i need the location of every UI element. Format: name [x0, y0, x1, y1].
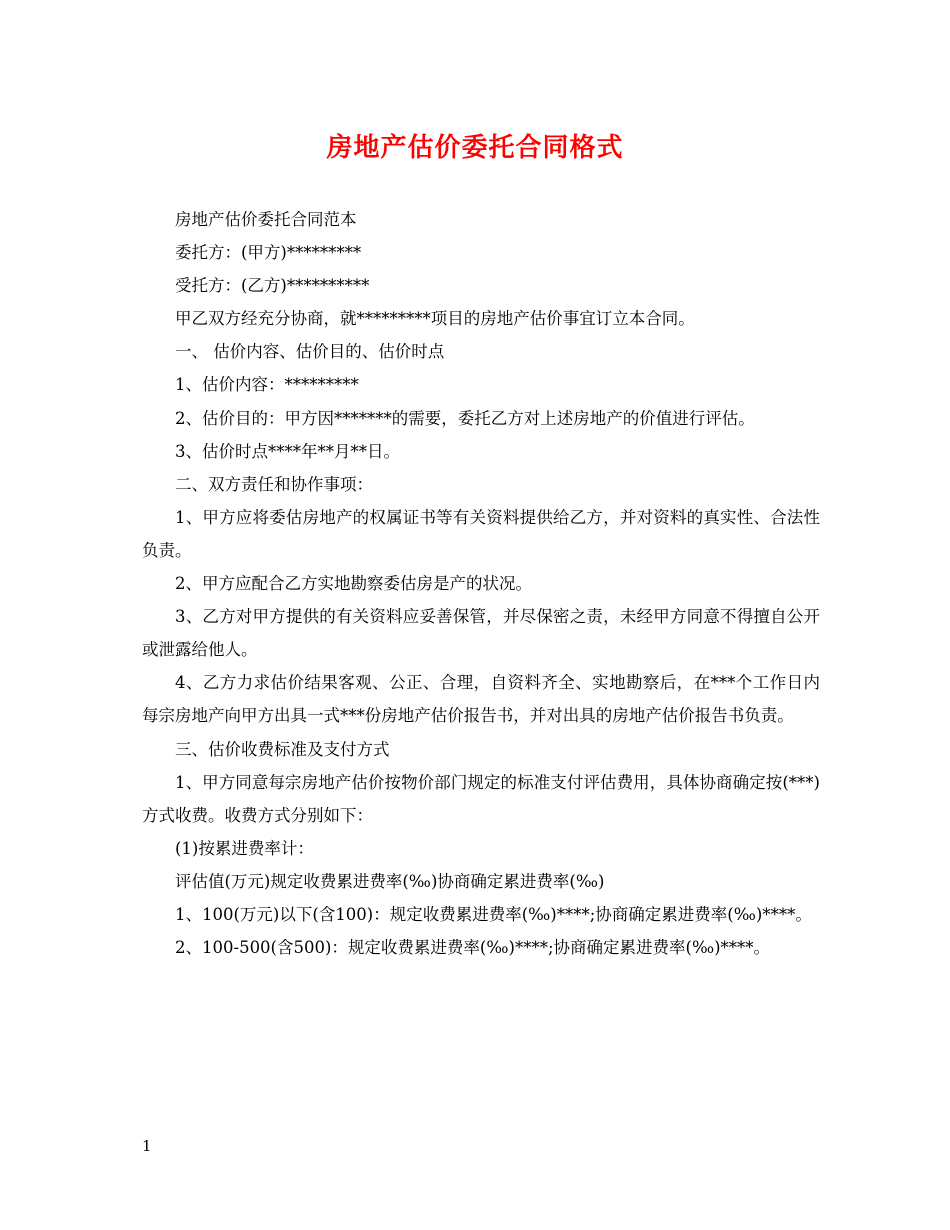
- paragraph-valuation-date: 3、估价时点****年**月**日。: [175, 441, 400, 461]
- paragraph-fee-progressive: (1)按累进费率计：: [175, 838, 314, 858]
- paragraph-duty-3: 3、乙方对甲方提供的有关资料应妥善保管，并尽保密之责，未经甲方同意不得擅自公开或泄露给他人。: [142, 607, 820, 660]
- paragraph-agreement-intro: 甲乙双方经充分协商，就*********项目的房地产估价事宜订立本合同。: [175, 309, 695, 329]
- paragraph-contract-template: 房地产估价委托合同范本: [175, 210, 357, 229]
- paragraph-valuation-content: 1、估价内容：*********: [175, 375, 359, 395]
- paragraph-fee-table-header: 评估值(万元)规定收费累进费率(‰)协商确定累进费率(‰): [175, 871, 605, 891]
- paragraph-valuation-purpose: 2、估价目的：甲方因*******的需要，委托乙方对上述房地产的价值进行评估。: [175, 408, 755, 428]
- section-heading-2: 二、双方责任和协作事项：: [175, 474, 373, 494]
- paragraph-duty-2: 2、甲方应配合乙方实地勘察委估房是产的状况。: [175, 574, 532, 594]
- paragraph-fee-1: 1、甲方同意每宗房地产估价按物价部门规定的标准支付评估费用，具体协商确定按(***)方式收费。收费方式分别如下：: [142, 772, 820, 825]
- document-title: 房地产估价委托合同格式: [326, 133, 624, 163]
- paragraph-fee-tier-1: 1、100(万元)以下(含100)：规定收费累进费率(‰)****;协商确定累进费率(‰)****。: [175, 904, 812, 924]
- paragraph-duty-1: 1、甲方应将委估房地产的权属证书等有关资料提供给乙方，并对资料的真实性、合法性负责。: [142, 507, 820, 560]
- section-heading-1: 一、 估价内容、估价目的、估价时点: [175, 342, 445, 362]
- paragraph-fee-tier-2: 2、100-500(含500)：规定收费累进费率(‰)****;协商确定累进费率(‰)****。: [175, 938, 771, 958]
- paragraph-duty-4: 4、乙方力求估价结果客观、公正、合理，自资料齐全、实地勘察后，在***个工作日内每宗房地产向甲方出具一式***份房地产估价报告书，并对出具的房地产估价报告书负责。: [142, 673, 820, 726]
- paragraph-trustee: 受托方：(乙方)**********: [175, 276, 370, 296]
- page-number: 1: [142, 1137, 152, 1155]
- document-body: [142, 203, 820, 964]
- section-heading-3: 三、估价收费标准及支付方式: [175, 739, 390, 759]
- paragraph-client: 委托方：(甲方)*********: [175, 243, 362, 263]
